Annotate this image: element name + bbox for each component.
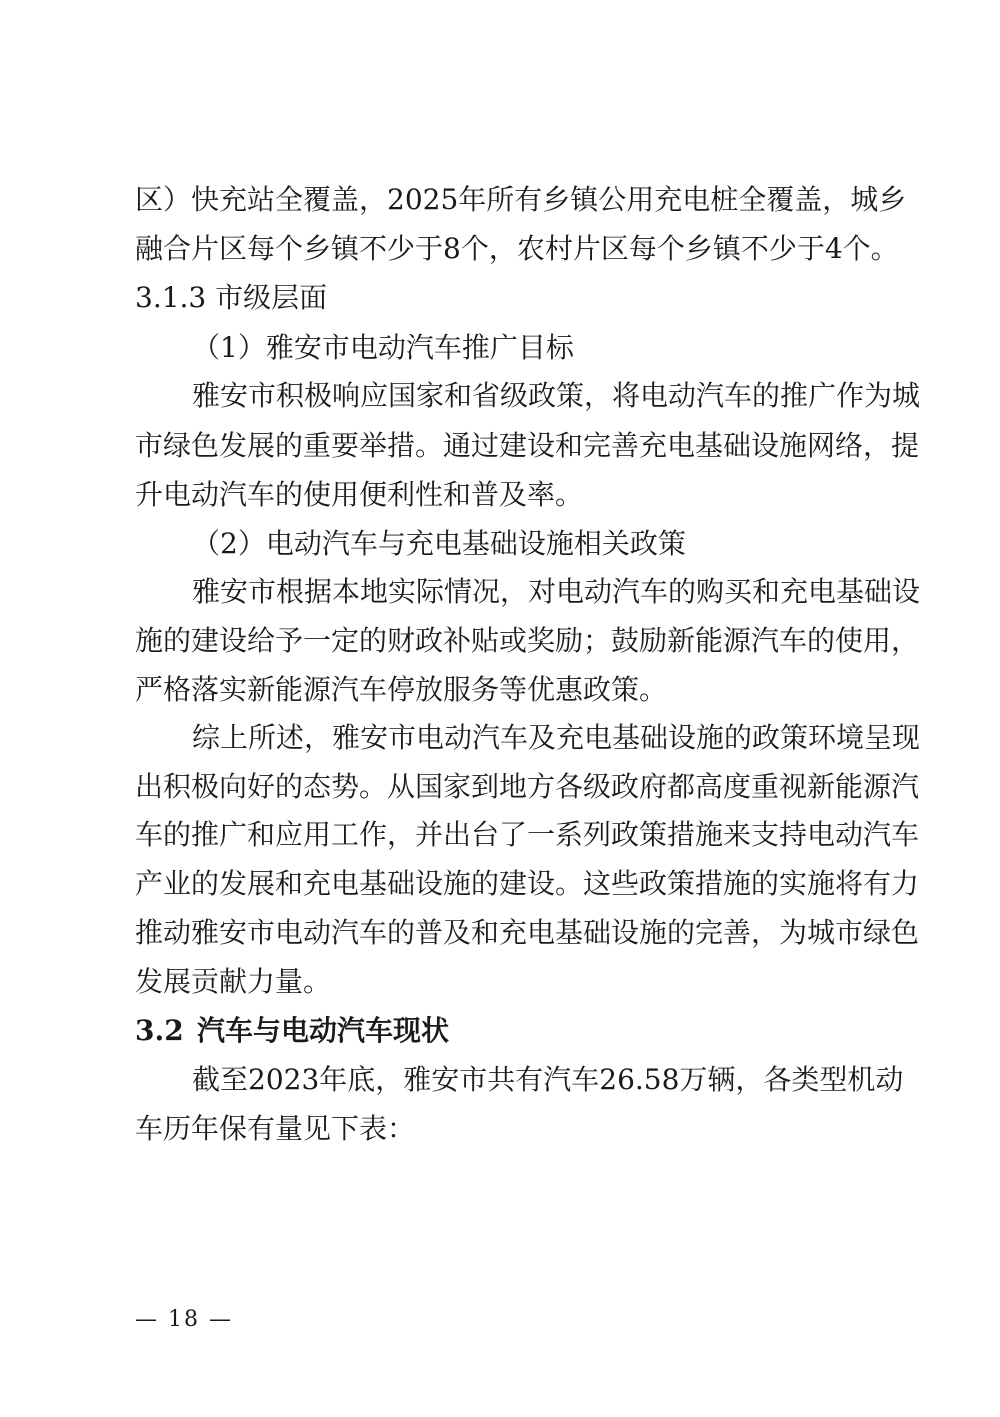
paragraph-line: 产业的发展和充电基础设施的建设。这些政策措施的实施将有力 — [135, 867, 920, 900]
paragraph-line: 施的建设给予一定的财政补贴或奖励；鼓励新能源汽车的使用， — [135, 624, 920, 657]
paragraph-line: 综上所述，雅安市电动汽车及充电基础设施的政策环境呈现 — [192, 721, 921, 754]
paragraph-line: 出积极向好的态势。从国家到地方各级政府都高度重视新能源汽 — [135, 770, 920, 803]
section-heading — [135, 1011, 875, 1051]
paragraph-line: 雅安市积极响应国家和省级政策，将电动汽车的推广作为城 — [192, 379, 921, 412]
paragraph-line: 截至2023年底，雅安市共有汽车26.58万辆，各类型机动 — [192, 1063, 904, 1096]
section-number: 3.2 — [135, 1014, 184, 1047]
paragraph-line: 车历年保有量见下表： — [135, 1112, 416, 1145]
item-heading: （1）雅安市电动汽车推广目标 — [192, 331, 574, 364]
section-title: 汽车与电动汽车现状 — [197, 1014, 450, 1047]
paragraph-line: 车的推广和应用工作，并出台了一系列政策措施来支持电动汽车 — [135, 818, 920, 851]
paragraph-line: 严格落实新能源汽车停放服务等优惠政策。 — [135, 673, 668, 706]
paragraph-line: 推动雅安市电动汽车的普及和充电基础设施的完善，为城市绿色 — [135, 916, 920, 949]
paragraph-line: 升电动汽车的使用便利性和普及率。 — [135, 478, 584, 511]
paragraph-line: 融合片区每个乡镇不少于8个，农村片区每个乡镇不少于4个。 — [135, 232, 899, 265]
paragraph-line: 市绿色发展的重要举措。通过建设和完善充电基础设施网络，提 — [135, 429, 920, 462]
paragraph-line: 区）快充站全覆盖，2025年所有乡镇公用充电桩全覆盖，城乡 — [135, 183, 907, 216]
paragraph-line: 发展贡献力量。 — [135, 965, 332, 998]
page-number: — 18 — — [135, 1307, 233, 1332]
item-heading: （2）电动汽车与充电基础设施相关政策 — [192, 527, 686, 560]
paragraph-line: 雅安市根据本地实际情况，对电动汽车的购买和充电基础设 — [192, 575, 921, 608]
subsection-heading: 3.1.3 市级层面 — [135, 281, 328, 314]
